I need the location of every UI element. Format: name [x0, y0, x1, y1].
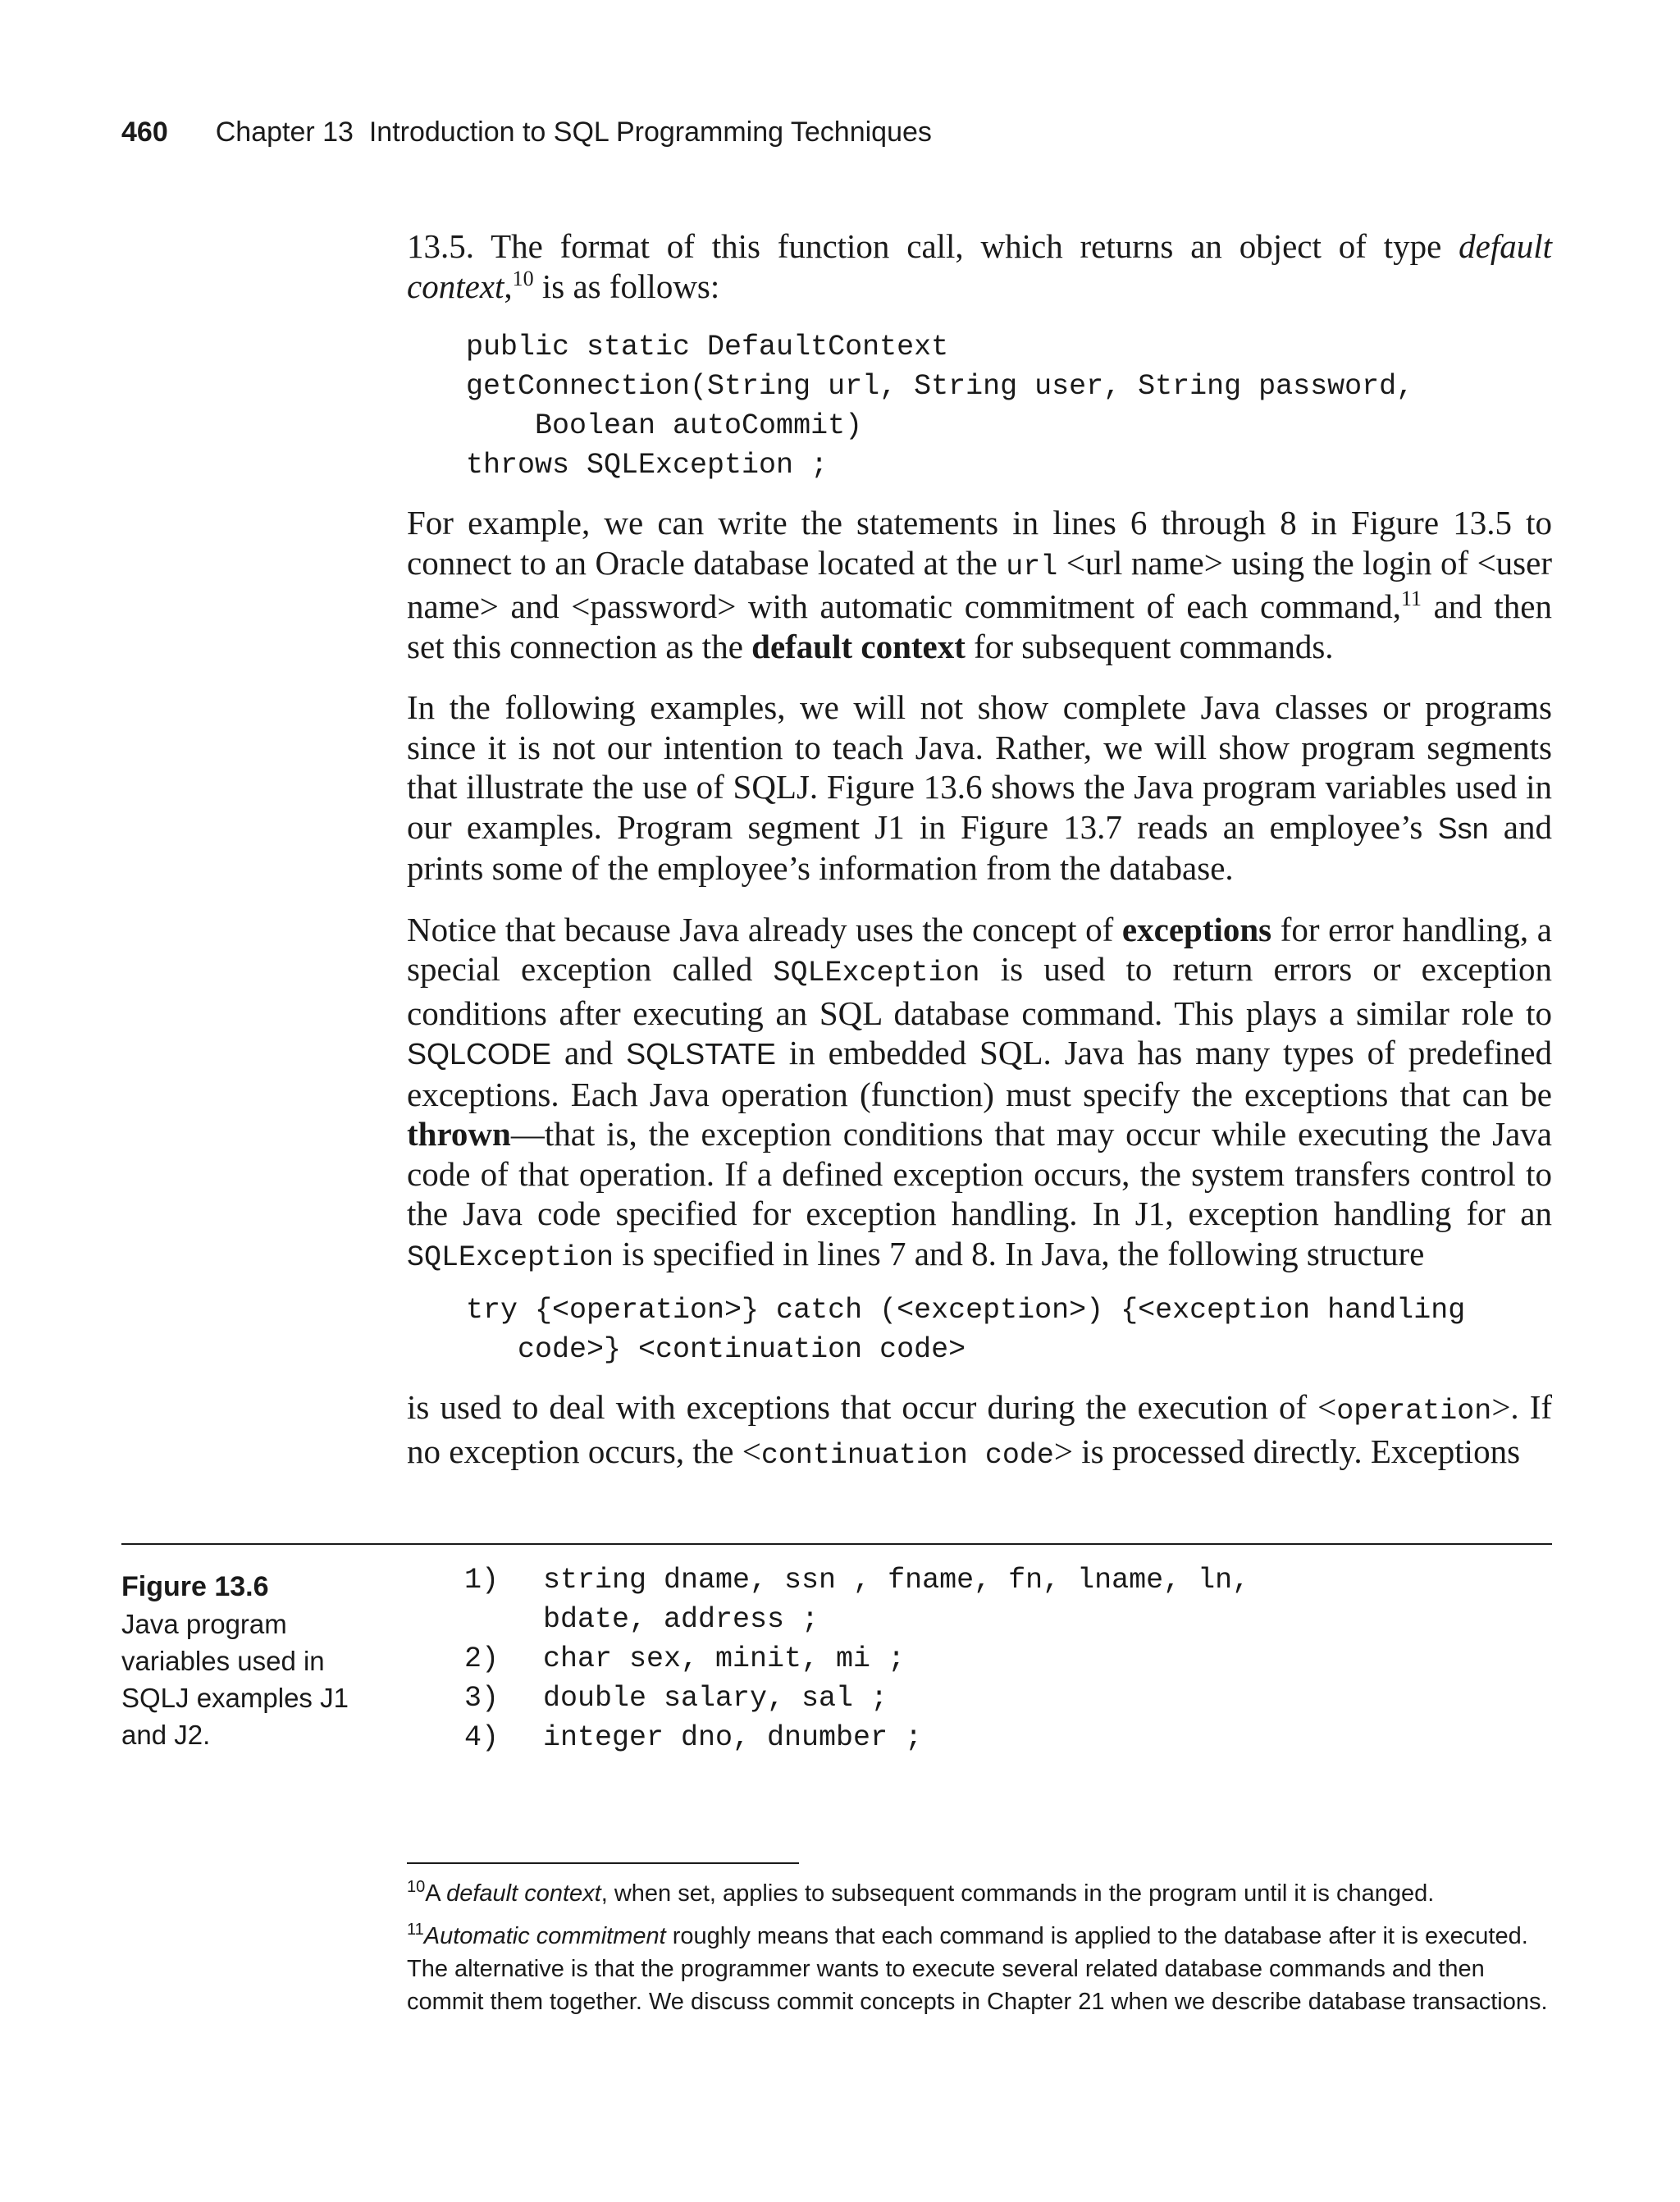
text: for subsequent commands. — [965, 627, 1334, 665]
inline-code: operation — [1336, 1395, 1492, 1428]
figure-top-rule — [121, 1543, 1552, 1545]
footnote-10 — [407, 1877, 1552, 1910]
footnote-mark: 11 — [407, 1921, 424, 1939]
inline-code: SQLException — [773, 957, 980, 989]
text: for error handling, a special exception called — [407, 910, 1552, 988]
text: and prints some of the employee’s information from the database. — [407, 807, 1552, 887]
line-text: string dname, ssn , fname, fn, lname, ln, — [543, 1564, 1250, 1597]
inline-term: SQLCODE — [407, 1037, 552, 1071]
code-line — [464, 1560, 1249, 1600]
text: >. If no exception occurs, the < — [407, 1388, 1552, 1470]
text: is used to deal with exceptions that occur during the execution of < — [407, 1388, 1337, 1426]
code-line — [464, 1639, 1249, 1679]
bold-term: default context — [751, 627, 966, 665]
line-text: double salary, sal ; — [543, 1682, 888, 1715]
footnotes — [407, 1877, 1552, 2028]
footnote-ref-10: 10 — [512, 266, 534, 290]
code-try-catch: try {<operation>} catch (<exception>) {<exception handling code>} <continuation code> — [466, 1294, 1466, 1366]
line-text: integer dno, dnumber ; — [543, 1721, 923, 1754]
italic-term: default context — [446, 1880, 601, 1907]
figure-caption — [121, 1569, 392, 1753]
text: 13.5. The format of this function call, which returns an object of type — [407, 227, 1459, 265]
code-line — [464, 1718, 1249, 1757]
line-number: 1) — [464, 1564, 500, 1597]
bold-term: thrown — [407, 1115, 511, 1153]
footnote-11 — [407, 1920, 1552, 2018]
text: and — [551, 1034, 627, 1071]
paragraph-exceptions — [407, 910, 1552, 1278]
text: > is processed directly. Exceptions — [1053, 1432, 1521, 1470]
code-line — [464, 1600, 1249, 1639]
footnote-rule — [407, 1862, 799, 1864]
paragraph-example — [407, 503, 1552, 666]
text: A — [425, 1880, 447, 1907]
line-number: 4) — [464, 1721, 500, 1754]
italic-term: Automatic commitment — [423, 1923, 666, 1949]
text: roughly means that each command is applied to the database after it is executed. The alternative is that the programmer wants to execute several related database commands and then commit them together. We discuss commit concepts in Chapter 21 when we describe database transactions. — [407, 1923, 1548, 2015]
inline-term: SQLSTATE — [626, 1037, 776, 1071]
paragraph-examples — [407, 688, 1552, 889]
line-number: 2) — [464, 1642, 500, 1675]
text: is used to return errors or exception conditions after executing an SQL database command. This plays a similar role to — [407, 950, 1552, 1032]
running-title: Chapter 13 Introduction to SQL Programming Techniques — [215, 116, 932, 148]
italic-term: default context — [407, 227, 1552, 305]
text: is as follows: — [533, 267, 720, 305]
line-number: 3) — [464, 1682, 500, 1715]
text: <url name> using the login of <user name> and <password> with automatic commitment of each command, — [407, 543, 1552, 625]
text: , — [504, 267, 513, 305]
figure-code — [464, 1560, 1249, 1757]
line-text: bdate, address ; — [543, 1603, 819, 1636]
text: , when set, applies to subsequent commands in the program until it is changed. — [600, 1880, 1435, 1907]
inline-code: continuation code — [760, 1438, 1054, 1472]
text: and then set this connection as the — [407, 587, 1552, 665]
bold-term: exceptions — [1121, 910, 1272, 948]
figure-caption-text: Java program variables used in SQLJ examples J1 and J2. — [121, 1609, 349, 1750]
text: Notice that because Java already uses the concept of — [407, 910, 1122, 948]
footnote-ref-11: 11 — [1400, 587, 1422, 610]
footnote-mark: 10 — [407, 1878, 426, 1896]
line-text: char sex, minit, mi ; — [543, 1642, 906, 1675]
inline-code: SQLException — [407, 1240, 614, 1274]
text: is specified in lines 7 and 8. In Java, the following structure — [614, 1234, 1425, 1272]
code-line — [464, 1679, 1249, 1718]
paragraph-continuation — [407, 1387, 1552, 1475]
code-getconnection: public static DefaultContext getConnection(String url, String user, String password, Boolean autoCommit) throws SQLException ; — [466, 331, 1414, 482]
attribute-name: Ssn — [1437, 811, 1489, 845]
figure-title: Figure 13.6 — [121, 1571, 269, 1602]
running-header — [121, 116, 932, 148]
page-number: 460 — [121, 116, 168, 148]
line-number — [464, 1600, 543, 1639]
inline-code: url — [1006, 550, 1058, 583]
text: For example, we can write the statements in lines 6 through 8 in Figure 13.5 to connect to an Oracle database located at the — [407, 504, 1552, 582]
paragraph-intro — [407, 226, 1552, 306]
text: In the following examples, we will not show complete Java classes or programs since it is not our intention to teach Java. Rather, we will show program segments that illustrate the use of SQLJ. Figure 13.6 shows the Java program variables used in our examples. Program segment J1 in Figure 13.7 reads an employee’s — [407, 688, 1552, 846]
text: —that is, the exception conditions that may occur while executing the Java code of that operation. If a defined exception occurs, the system transfers control to the Java code specified for exception handling. In J1, exception handling for an — [407, 1115, 1552, 1232]
body-text — [407, 226, 1552, 1496]
text: in embedded SQL. Java has many types of predefined exceptions. Each Java operation (function) must specify the exceptions that can be — [407, 1034, 1552, 1113]
